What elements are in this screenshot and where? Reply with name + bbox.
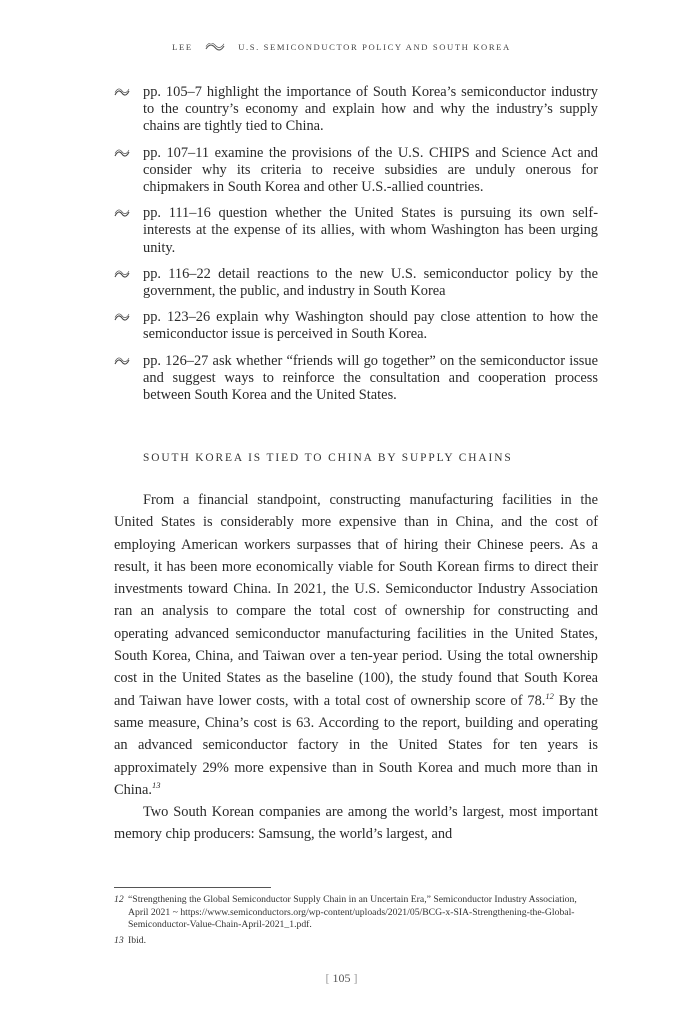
tilde-bullet-icon [114,357,130,367]
list-item [114,266,598,300]
list-item [114,205,598,257]
tilde-bullet-icon [114,270,130,280]
footnote-text: Ibid. [128,934,147,946]
page-number [0,971,683,986]
footnote-number: 13 [114,934,124,946]
tilde-bullet-icon [114,313,130,323]
paragraph-text: By the same measure, China’s cost is 63. According to the report, building and operating an advanced semiconductor factory in the United States for ten years is approximately 29% more expensive than in South Korea and much more than in China. [114,692,599,798]
summary-bullet-list [114,84,598,413]
body-text [114,489,598,846]
footnote-ref-13[interactable]: 13 [151,780,161,791]
paragraph-text: From a financial standpoint, constructing manufacturing facilities in the United States is considerably more expensive than in China, and the cost of employing American workers surpasses that of hiring their Chinese peers. As a result, it has been more economically viable for South Korean firms to direct their investments toward China. In 2021, the U.S. Semiconductor Industry Association ran an analysis to compare the total cost of ownership for constructing and operating advanced semiconductor manufacturing facilities in the United States, South Korea, China, and Taiwan over a ten-year period. Using the total ownership cost in the United States as the baseline (100), the study found that South Korea and Taiwan have lower costs, with a total cost of ownership score of 78. [114,492,598,709]
bullet-text: pp. 126–27 ask whether “friends will go together” on the semiconductor issue and suggest ways to reinforce the consultation and cooperation process between South Korea and the United States. [143,352,598,404]
footnote-number: 12 [114,894,124,905]
footnote [114,894,598,932]
bracket-right: ] [353,971,358,985]
tilde-bullet-icon [114,149,130,159]
body-paragraph [114,489,598,801]
header-title: U.S. SEMICONDUCTOR POLICY AND SOUTH KOREA [238,42,511,52]
bullet-text: pp. 107–11 examine the provisions of the U.S. CHIPS and Science Act and consider why its criteria to receive subsidies are unduly onerous for chipmakers in South Korea and other U.S.-allied countries. [143,144,598,196]
tilde-bullet-icon [114,209,130,219]
bullet-text: pp. 105–7 highlight the importance of South Korea’s semiconductor industry to the country’s economy and explain how and why the industry’s supply chains are tightly tied to China. [143,84,598,135]
list-item [114,84,598,136]
section-heading: SOUTH KOREA IS TIED TO CHINA BY SUPPLY CHAINS [143,452,513,464]
list-item [114,353,598,405]
footnote-ref-12[interactable]: 12 [545,690,554,701]
footnote-text: “Strengthening the Global Semiconductor Supply Chain in an Uncertain Era,” Semiconductor Industry Association, April 2021 ~ https://www.semiconductors.org/wp-content/uploads/2021/05/BCG-x-SIA-Strengthening-the-Global-Semiconductor-Value-Chain-April-2021_1.pdf. [128,894,577,931]
page-number-value: 105 [332,971,351,985]
bullet-text: pp. 116–22 detail reactions to the new U.S. semiconductor policy by the government, the public, and industry in South Korea [143,265,598,300]
bracket-left: [ [325,971,330,985]
tilde-bullet-icon [114,88,130,98]
footnotes [114,894,598,950]
list-item [114,145,598,197]
body-paragraph: Two South Korean companies are among the world’s largest, most important memory chip producers: Samsung, the world’s largest, and [114,804,598,843]
footnote [114,935,598,948]
footnote-divider [114,887,271,888]
list-item [114,309,598,343]
bullet-text: pp. 123–26 explain why Washington should pay close attention to how the semiconductor issue is perceived in South Korea. [143,309,598,343]
bullet-text: pp. 111–16 question whether the United States is pursuing its own self-interests at the expense of its allies, with whom Washington has been urging unity. [143,205,598,256]
tilde-ornament-icon [205,43,225,54]
running-header [0,42,683,54]
header-author: LEE [172,42,193,52]
